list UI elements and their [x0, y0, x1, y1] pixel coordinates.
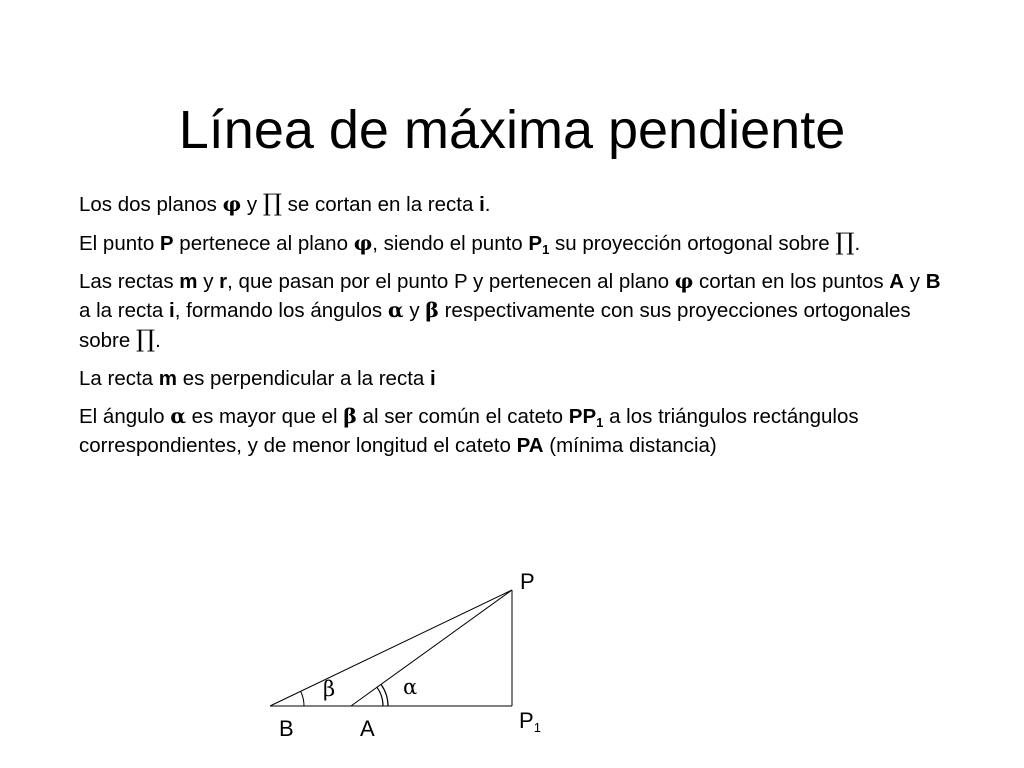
line-m: m	[158, 367, 178, 390]
phi-symbol: φ	[222, 192, 242, 216]
beta-symbol: β	[343, 404, 357, 428]
text: y	[904, 270, 926, 293]
pi-symbol: ∏	[135, 325, 156, 353]
text: respectivamente con sus proyecciones ortogonales sobre	[79, 299, 911, 352]
angle-arc-beta	[301, 691, 304, 706]
label-b: B	[279, 716, 294, 741]
text: Los dos planos	[79, 193, 223, 216]
point-a: A	[889, 270, 905, 293]
slide-title: Línea de máxima pendiente	[178, 100, 846, 161]
point-p1-subscript: 1	[542, 242, 550, 257]
line-pa	[351, 590, 512, 706]
text: al ser común el cateto	[356, 405, 569, 428]
point-p: P	[159, 232, 174, 255]
text: .	[854, 232, 861, 255]
text: se cortan en la recta	[281, 193, 480, 216]
text: (mínima distancia)	[543, 434, 717, 457]
beta-symbol: β	[425, 298, 439, 322]
segment-pa: PA	[516, 434, 544, 457]
label-a: A	[360, 716, 375, 741]
segment-pp1-subscript: 1	[596, 415, 604, 430]
label-p: P	[520, 569, 535, 594]
text: cortan en los puntos	[693, 270, 890, 293]
pi-symbol: ∏	[262, 189, 282, 217]
text: es perpendicular a la recta	[177, 367, 430, 390]
text: La recta	[79, 367, 159, 390]
line-i: i	[430, 367, 436, 390]
text: a la recta	[79, 299, 170, 322]
text: a los triángulos rectángulos correspondientes, y de menor longitud el cateto	[79, 405, 859, 457]
label-p1-letter: P	[519, 708, 534, 733]
text: y	[403, 299, 426, 322]
label-p1-subscript: 1	[533, 720, 541, 735]
angle-arc-alpha-outer	[377, 687, 383, 706]
segment-pp1-letters: PP	[568, 405, 597, 428]
point-p1-letter: P	[528, 232, 543, 255]
line-m: m	[179, 270, 198, 293]
text: Las rectas	[79, 270, 180, 293]
alpha-symbol: α	[170, 404, 186, 428]
alpha-symbol: α	[387, 298, 404, 322]
text: su proyección ortogonal sobre	[549, 232, 836, 255]
angle-arc-alpha-inner	[381, 684, 388, 706]
text: , que pasan por el punto P y pertenecen al plano	[227, 270, 675, 293]
label-alpha: α	[403, 675, 418, 699]
text: .	[484, 193, 491, 216]
text: pertenece al plano	[173, 232, 354, 255]
phi-symbol: φ	[353, 231, 373, 255]
pi-symbol: ∏	[835, 228, 855, 256]
label-p1	[519, 708, 541, 735]
text: , formando los ángulos	[174, 299, 388, 322]
line-pb	[270, 590, 512, 706]
label-beta: β	[323, 677, 336, 701]
line-i: i	[479, 193, 485, 216]
line-i: i	[169, 299, 175, 322]
text: El punto	[79, 232, 160, 255]
point-b: B	[925, 270, 941, 293]
text: .	[155, 329, 161, 352]
text: , siendo el punto	[372, 232, 529, 255]
text: El ángulo	[79, 405, 171, 428]
phi-symbol: φ	[674, 269, 694, 293]
text: y	[241, 193, 263, 216]
text: es mayor que el	[185, 405, 344, 428]
line-r: r	[219, 270, 228, 293]
text: y	[197, 270, 220, 293]
